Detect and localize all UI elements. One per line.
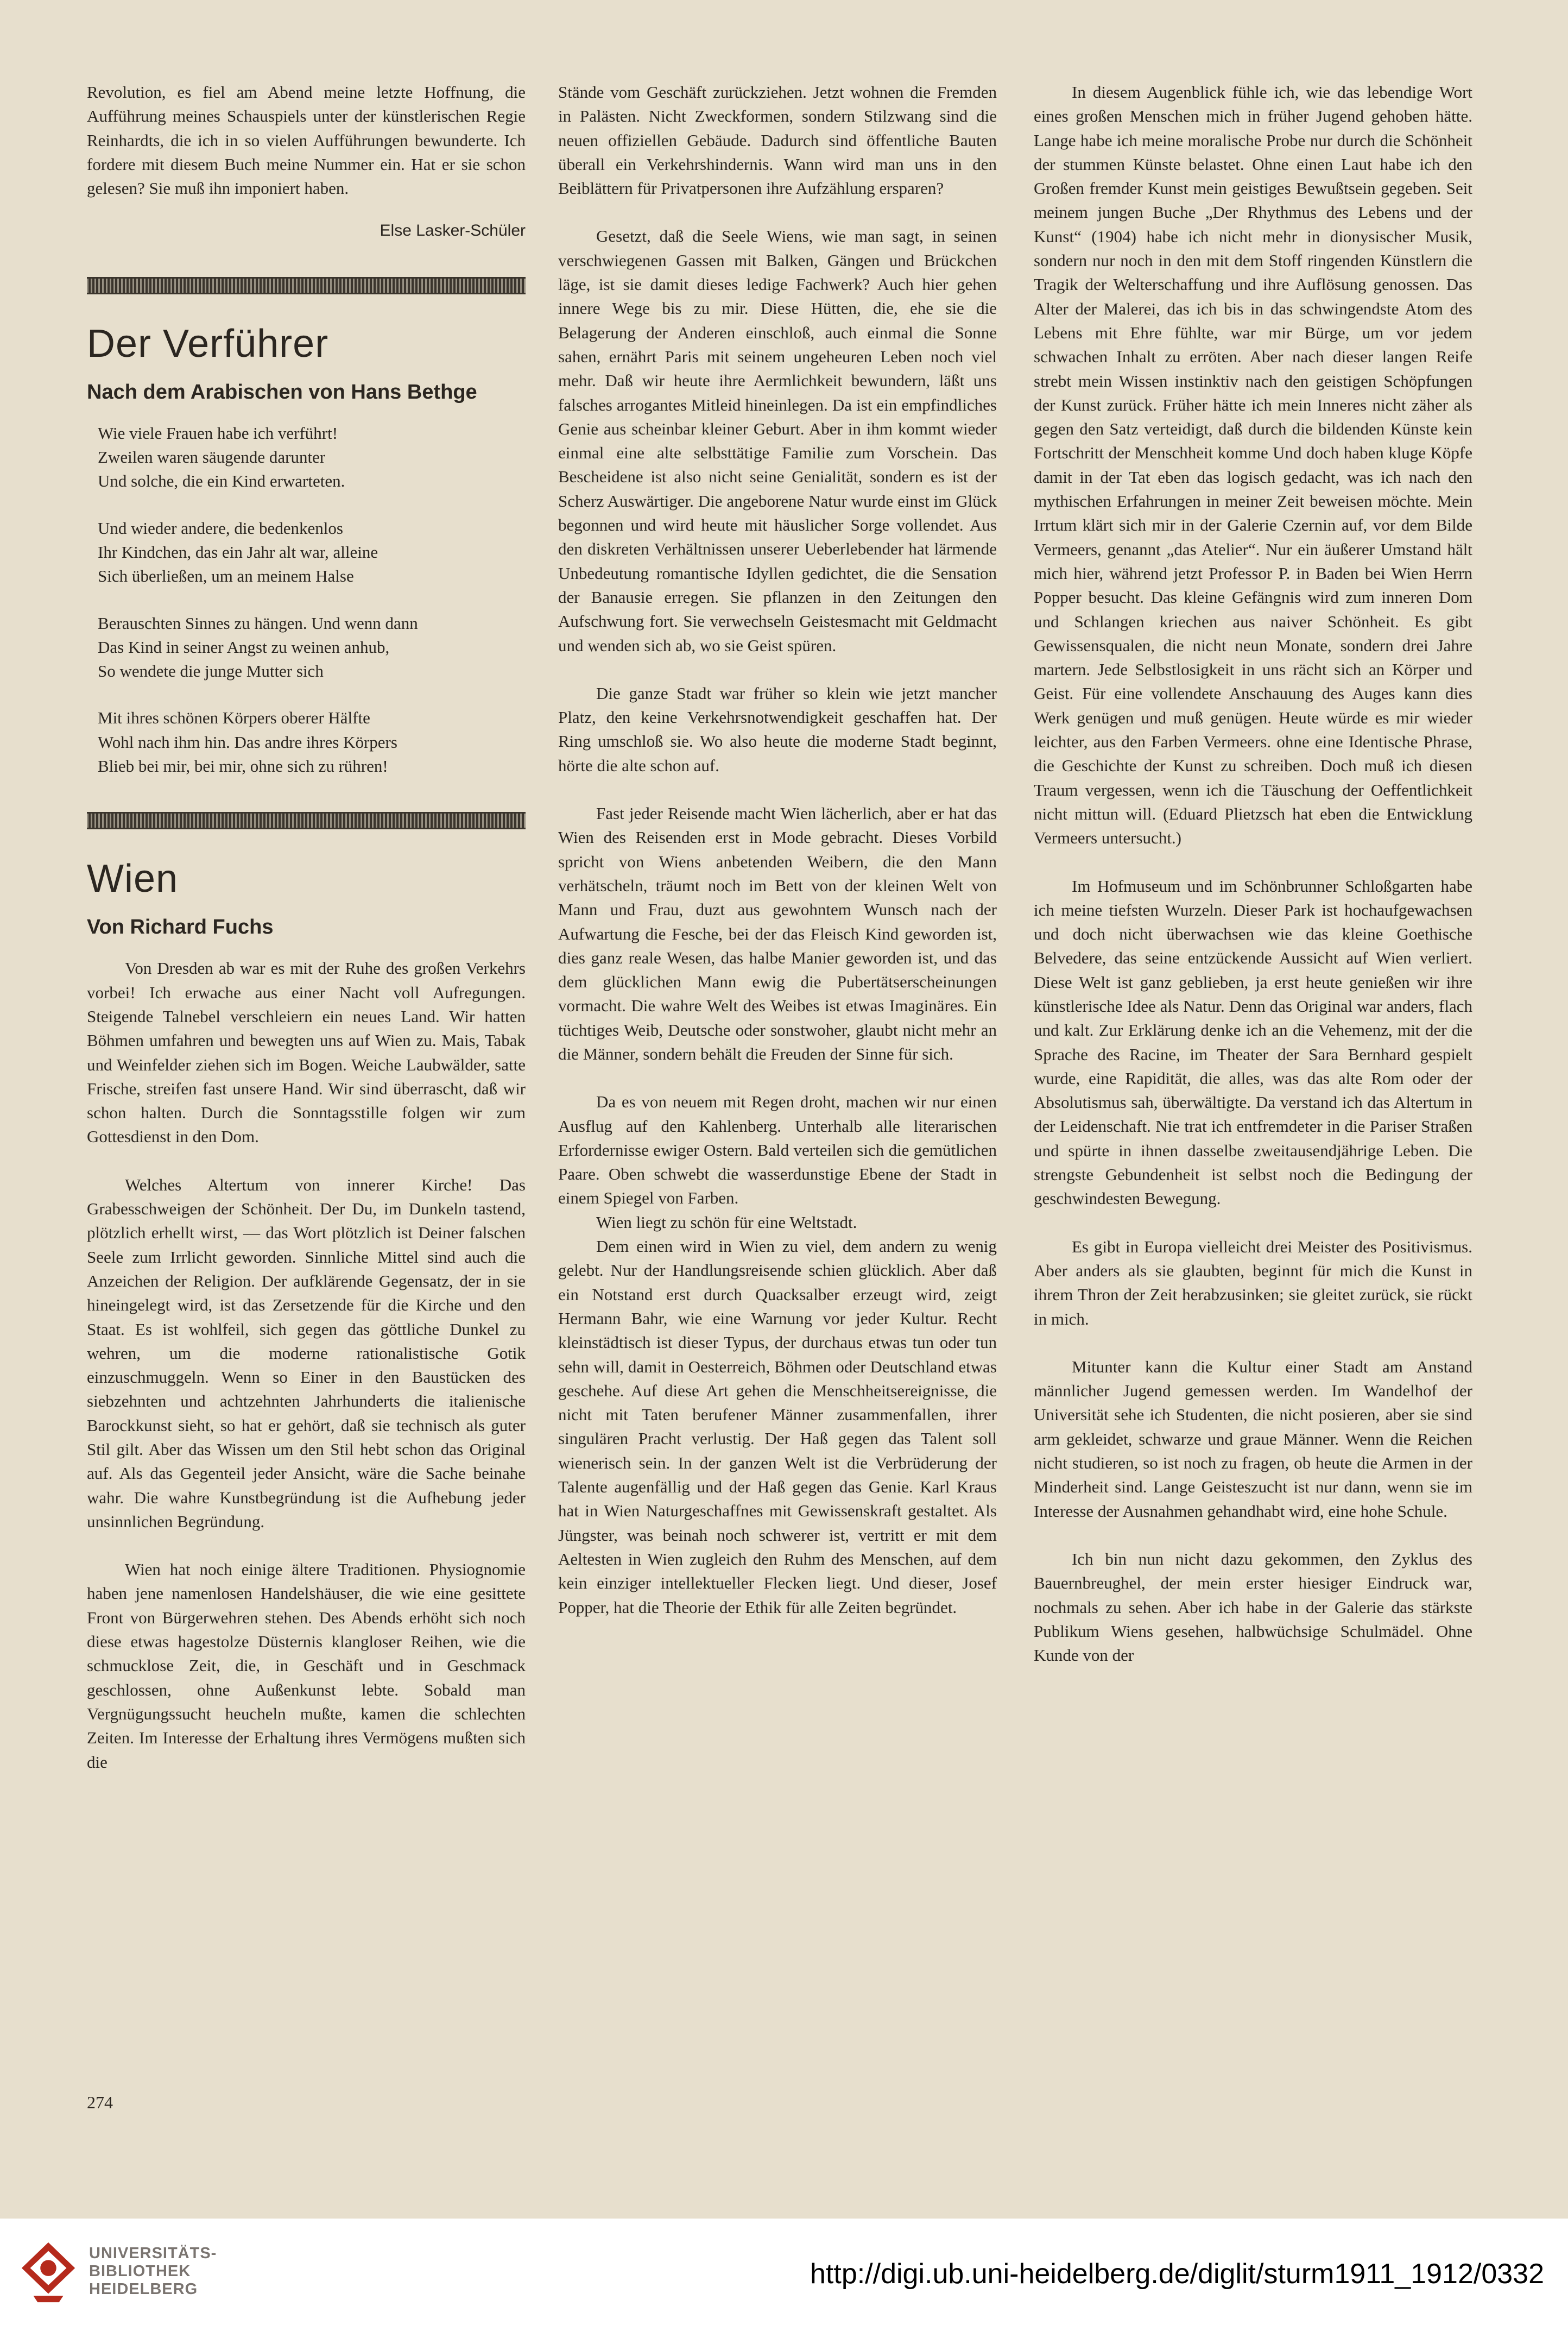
essay-paragraph: Stände vom Geschäft zurückziehen. Jetzt wohnen die Fremden in Palästen. Nicht Zweckformen, sondern Stilzwang sind die neuen offiziellen Gebäude. Dadurch sind öffentliche Bauten überall ein Verkehrshindernis. Wann wird man uns in den Beiblättern für Privatpersonen ihre Aufzählung ersparen? [558, 83, 997, 198]
digitization-footer [0, 2219, 1568, 2325]
poem-line: Das Kind in seiner Angst zu weinen anhub, [98, 637, 390, 657]
poem-line: Wohl nach ihm hin. Das andre ihres Körpers [98, 732, 397, 752]
essay-paragraph: Von Dresden ab war es mit der Ruhe des großen Verkehrs vorbei! Ich erwache aus einer Nacht voll Aufregungen. Steigende Talnebel verschleiern ein neues Land. Wir hatten Böhmen umfahren und bewegten uns auf Wien zu. Mais, Tabak und Weinfelder ziehen sich im Bogen. Weiche Laubwälder, satte Frische, streifen fast unsere Hand. Wir sind überrascht, daß wir schon halten. Durch die Sonntagsstille folgen wir zum Gottesdienst in den Dom. [87, 959, 526, 1146]
essay-paragraph: Da es von neuem mit Regen droht, machen wir nur einen Ausflug auf den Kahlenberg. Unterhalb alle literarischen Erfordernisse ewiger Ostern. Bald verteilen sich die gemütlichen Paare. Oben schwebt die wasserdunstige Ebene der Stadt in einem Spiegel von Farben. [558, 1092, 997, 1208]
poem-title: Der Verführer [87, 322, 329, 366]
poem-line: Berauschten Sinnes zu hängen. Und wenn dann [98, 613, 418, 633]
essay-subtitle: Von Richard Fuchs [87, 916, 274, 939]
column-2 [558, 80, 997, 2057]
poem-stanza [98, 612, 526, 684]
source-url-link[interactable]: http://digi.ub.uni-heidelberg.de/diglit/sturm1911_1912/0332 [810, 2258, 1544, 2290]
essay-paragraph: Die ganze Stadt war früher so klein wie jetzt mancher Platz, den keine Verkehrsnotwendigkeit geschaffen hat. Der Ring umschloß sie. Wo also heute die moderne Stadt beginnt, hörte die alte schon auf. [558, 683, 997, 775]
essay-paragraph: Gesetzt, daß die Seele Wiens, wie man sagt, in seinen verschwiegenen Gassen mit Balken, Gängen und Brückchen läge, ist sie damit dieses ledige Fachwerk? Auch hier gehen innere Wege bis zu mir. Diese Hütten, die, ehe sie die Belagerung der Anderen einschloß, auch einmal die Sonne sahen, ernährt Paris mit seinem ungeheuren Leben noch viel mehr. Daß wir heute ihre Aermlichkeit bewundern, läßt uns falsches arrogantes Mitleid hineinlegen. Da ist ein empfindliches Genie aus scheinbar kleiner Geburt. Aber in ihm kommt wieder einmal eine alte selbsttätige Familie zum Vorschein. Das Bescheidene ist also nicht seine Genialität, sondern es ist der Scherz Auswärtiger. Die angeborene Natur wurde einst im Glück begonnen und wird heute mit häuslicher Sorge vollendet. Aus den diskreten Verhältnissen unserer Ueberlebender hat lärmende Unbedeutung romantische Idyllen gedichtet, die die Sensation der Banausie erregen. Sie pflanzen in den Zeitungen den Aufschwung fort. Sie verwechseln Geistesmacht mit Geldmacht und wenden sich ab, wo sie Geist spüren. [558, 226, 997, 655]
essay-paragraph: Wien liegt zu schön für eine Weltstadt. [596, 1212, 857, 1232]
essay-title: Wien [87, 857, 179, 901]
library-logo-text [89, 2245, 217, 2298]
poem-stanza [98, 706, 526, 778]
essay-paragraph: Ich bin nun nicht dazu gekommen, den Zyklus des Bauernbreughel, der mein erster hiesiger Eindruck war, nochmals zu sehen. Aber ich habe in der Galerie das stärkste Publikum Wiens gesehen, halbwüchsige Schulmädel. Ohne Kunde von der [1034, 1549, 1472, 1665]
logo-line: BIBLIOTHEK [89, 2263, 191, 2280]
logo-line: UNIVERSITÄTS- [89, 2245, 217, 2262]
poem-line: Zweilen waren säugende darunter [98, 448, 326, 467]
essay-paragraph: Wien hat noch einige ältere Traditionen. Physiognomie haben jene namenlosen Handelshäuser, die wie eine gesittete Front von Bürgerwehren stehen. Des Abends erhöht sich noch diese etwas hagestolze Düsternis klangloser Reihen, wie die schmucklose Zeit, die, in Geschäft und in Geschmack geschlossen, ohne Außenkunst lebte. Sobald man Vergnügungssucht heucheln mußte, kamen die schlechten Zeiten. Im Interesse der Erhaltung ihres Vermögens mußten sich die [87, 1560, 526, 1772]
university-seal-icon [16, 2240, 80, 2304]
poem-line: Ihr Kindchen, das ein Jahr alt war, alleine [98, 542, 378, 562]
poem-stanza [98, 421, 526, 494]
essay-paragraph: Es gibt in Europa vielleicht drei Meister des Positivismus. Aber anders als sie glaubten, beginnt für mich die Kunst in ihrem Thron der Zeit herabzusinken; sie gleitet zurück, sie rückt in mich. [1034, 1237, 1472, 1328]
intro-signature: Else Lasker-Schüler [380, 222, 526, 240]
poem-line: Blieb bei mir, bei mir, ohne sich zu rühren! [98, 757, 388, 776]
poem-stanza [98, 516, 526, 589]
essay-paragraph: Im Hofmuseum und im Schönbrunner Schloßgarten habe ich meine tiefsten Wurzeln. Dieser Park ist hochaufgewachsen und doch nicht überwachsen wie das kleine Goethische Belvedere, das seine entzückende Aussicht auf Wien verliert. Diese Welt ist ganz geblieben, ja erst heute genießen wir ihre künstlerische Idee als Natur. Denn das Original war anders, flach und kalt. Zur Erklärung denke ich an die Vehemenz, mit der die Sprache des Racine, im Theater der Sara Bernhard gespielt wurde, eine Rapidität, die alles, was das alte Rom oder der Absolutismus sah, überwältigte. Da verstand ich das Altertum in der Leidenschaft. Nie trat ich entfremdeter in die Pariser Straßen und spürte in ihnen dasselbe zweitausendjährige Leben. Die strengste Gebundenheit ist selbst noch die Bedingung der geschwindesten Bewegung. [1034, 876, 1472, 1208]
essay-paragraph: Mitunter kann die Kultur einer Stadt am Anstand männlicher Jugend gemessen werden. Im Wandelhof der Universität sehe ich Studenten, die nicht posieren, aber sie sind arm gekleidet, schwarze und graue Männer. Wenn die Reichen nicht studieren, so ist noch zu fragen, ob heute die Armen in der Minderheit sind. Lange Geisteszucht ist nur dann, wenn sie im Interesse der Ausnahmen gehandhabt wird, eine hohe Schule. [1034, 1357, 1472, 1521]
poem-line: Und solche, die ein Kind erwarteten. [98, 471, 345, 491]
intro-paragraph: Revolution, es fiel am Abend meine letzte Hoffnung, die Aufführung meines Schauspiels unter der künstlerischen Regie Reinhardts, die ich in so vielen Aufführungen bewunderte. Ich fordere mit diesem Buch meine Nummer ein. Hat er sie schon gelesen? Sie muß ihn imponiert haben. [87, 83, 526, 198]
section-divider [87, 277, 526, 294]
essay-paragraph: Fast jeder Reisende macht Wien lächerlich, aber er hat das Wien des Reisenden erst in Mode gebracht. Dieses Vorbild spricht von Wiens anbetenden Weibern, die den Mann verhätscheln, träumt noch im Bett von der kleinen Welt von Mann und Frau, duzt aus gewohntem Wunsch nach der Aufwartung die Fesche, bei der das Fleisch Kind geworden ist, dies ganz reale Wesen, das halbe Manier geworden ist, und das dem glücklichen Mann ewig die Pubertätserscheinungen vormacht. Die wahre Welt des Weibes ist etwas Imaginäres. Ein tüchtiges Weib, Deutsche oder sonstwoher, glaubt nicht mehr an die Männer, sondern behält die Freuden der Sinne für sich. [558, 804, 997, 1063]
essay-paragraph: Welches Altertum von innerer Kirche! Das Grabesschweigen der Schönheit. Der Du, im Dunkeln tastend, plötzlich erhellt wirst, — das Wort plötzlich ist Deiner falschen Seele zum Irrlicht geworden. Sinnliche Mittel sind auch die Anzeichen der Religion. Der aufklärende Gegensatz, der in sie hineingelegt wird, ist das Zersetzende für die Kirche und den Staat. Es ist wohlfeil, sich gegen das göttliche Dunkel zu wehren, um die moderne rationalistische Gotik einzuschmuggeln. Wenn so Einer in den Baustücken des siebzehnten und achtzehnten Jahrhunderts die italienische Barockkunst sieht, so hat er gehört, daß sie technisch als guter Stil gilt. Aber das Wissen um den Stil hebt schon das Original auf. Als das Gegenteil jeder Ansicht, wäre die Sache beinahe wahr. Die wahre Kunstbegründung ist die Aufhebung jeder unsinnlichen Begründung. [87, 1175, 526, 1531]
poem-line: Wie viele Frauen habe ich verführt! [98, 423, 338, 443]
poem-subtitle: Nach dem Arabischen von Hans Bethge [87, 380, 477, 404]
poem-line: Und wieder andere, die bedenkenlos [98, 518, 343, 538]
page-number: 274 [87, 2093, 113, 2112]
essay-paragraph: Dem einen wird in Wien zu viel, dem andern zu wenig gelebt. Nur der Handlungsreisende schien glücklich. Aber daß ein Notstand erst durch Quacksalber erzeugt wird, zeigt Hermann Bahr, wie eine Warnung vor jeder Kultur. Recht kleinstädtisch ist dieser Typus, der durchaus etwas tun oder tun sehn will, damit in Oesterreich, Böhmen oder Deutschland etwas geschehe. Auf diese Art gehen die Menschheitsereignisse, die nicht mit Taten berufener Männer zusammenfallen, ihrer singulären Pracht verlustig. Der Haß gegen das Talent soll wienerisch sein. In der ganzen Welt ist die Verbrüderung der Talente augenfällig und der Haß gegen das Genie. Karl Kraus hat in Wien Naturgeschaffnes mit Gewissenskraft gestaltet. Als Jüngster, was beinah noch schwerer ist, vertritt er mit dem Aeltesten in Wien zugleich den Ruhm des Menschen, auf dem kein einziger intellektueller Flecken liegt. Und dieser, Josef Popper, hat die Theorie der Ethik für alle Zeiten begründet. [558, 1237, 997, 1617]
poem-line: Sich überließen, um an meinem Halse [98, 566, 354, 586]
section-divider [87, 812, 526, 829]
column-3 [1034, 80, 1472, 2057]
poem-body [87, 421, 526, 779]
column-1 [87, 80, 526, 2057]
poem-line: Mit ihres schönen Körpers oberer Hälfte [98, 708, 370, 728]
essay-paragraph: In diesem Augenblick fühle ich, wie das lebendige Wort eines großen Menschen mich in früher Jugend gehoben hätte. Lange habe ich meine moralische Probe nur durch die Schönheit der stummen Künste belastet. Ohne einen Laut habe ich den Großen fremder Kunst mein geistiges Bewußtsein gegeben. Seit meinem jungen Buche „Der Rhythmus des Lebens und der Kunst“ (1904) habe ich nicht mehr in dionysischer Musik, sondern nur noch in den mit dem Stoff ringenden Künstlern die Tragik der Welterschaffung und ihre Auflösung genossen. Das Alter der Malerei, das ich bis in das schwingendste Atom des Lebens mit Ehre fühlte, war mir Bürge, um vor jedem schwachen Inhalt zu erröten. Aber nach dieser langen Reife strebt mein Wissen instinktiv nach den geistigen Schöpfungen der Kunst zurück. Früher hätte ich mein Inneres nicht zäher als gegen den Satz verteidigt, daß durch die bildenden Künste kein Fortschritt der Menschheit komme Und doch haben kluge Köpfe damit in der Tat eben das logisch gedacht, was ich nach den mythischen Erfahrungen in meiner Zeit beweisen möchte. Mein Irrtum klärt sich mir in der Galerie Czernin auf, vor dem Bilde Vermeers, genannt „das Atelier“. Nur ein äußerer Umstand hält mich hier, während jetzt Professor P. in Baden bei Wien Herrn Popper besucht. Das kleine Gefängnis wird zum inneren Dom und Schlangen kriechen aus naiver Schönheit. Es gibt Gewissensqualen, die nicht neun Monate, sondern drei Jahre martern. Jede Selbstlosigkeit in uns rächt sich an Körper und Geist. Für eine vollendete Anschauung des Auges kann dies Werk genügen und muß genügen. Heute würde es mir wieder leichter, aus den Farben Vermeers. ohne eine Identische Phrase, die Geschichte der Kunst zu schreiben. Doch muß ich diesen Traum vergessen, wenn ich die Täuschung der Oeffentlichkeit nicht mittun will. (Eduard Plietzsch hat eben die Entwicklung Vermeers untersucht.) [1034, 83, 1472, 848]
logo-line: HEIDELBERG [89, 2280, 198, 2298]
poem-line: So wendete die junge Mutter sich [98, 661, 324, 681]
